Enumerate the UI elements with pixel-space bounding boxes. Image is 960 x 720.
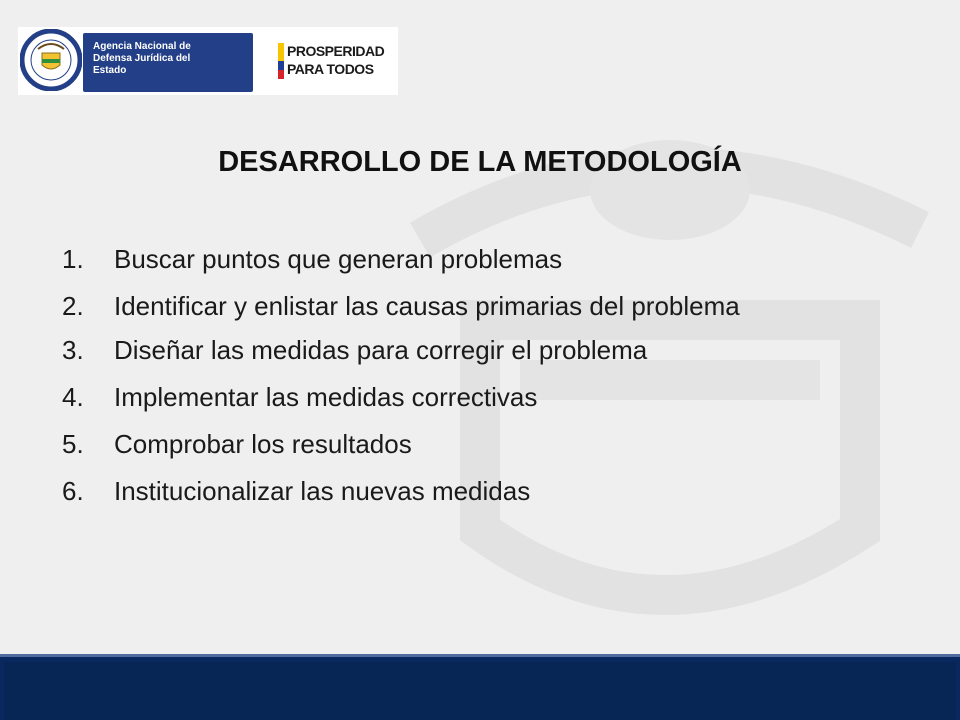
list-item-number: 6. [62, 476, 84, 506]
slide-title: DESARROLLO DE LA METODOLOGÍA [218, 146, 742, 178]
footer-bar-inner [4, 662, 956, 720]
list-item-text: Institucionalizar las nuevas medidas [114, 476, 531, 506]
flag-stripe-icon [278, 43, 284, 79]
list-item-text: Implementar las medidas correctivas [114, 382, 538, 412]
steps-list [62, 244, 902, 523]
list-item [62, 429, 902, 459]
brand-line-2: PARA TODOS [287, 61, 374, 77]
list-item [62, 476, 902, 506]
colombia-seal-icon [20, 29, 82, 91]
prosperidad-logo [278, 41, 388, 81]
list-item-number: 3. [62, 335, 84, 365]
list-item-number: 4. [62, 382, 84, 412]
agency-name-box [83, 33, 253, 92]
list-item-number: 2. [62, 291, 84, 321]
list-item-number: 1. [62, 244, 84, 274]
list-item-number: 5. [62, 429, 84, 459]
list-item-text: Comprobar los resultados [114, 429, 412, 459]
list-item [62, 335, 902, 365]
agency-line-1: Agencia Nacional de [93, 41, 191, 52]
agency-line-2: Defensa Jurídica del [93, 53, 191, 64]
list-item [62, 291, 902, 321]
logo-header [18, 27, 398, 95]
list-item-text: Buscar puntos que generan problemas [114, 244, 563, 274]
list-item [62, 244, 902, 274]
list-item-text: Diseñar las medidas para corregir el problema [114, 335, 648, 365]
agency-line-3: Estado [93, 65, 127, 76]
list-item-text: Identificar y enlistar las causas primarias del problema [114, 291, 740, 321]
brand-line-1: PROSPERIDAD [287, 43, 385, 59]
footer-bar [0, 654, 960, 720]
list-item [62, 382, 902, 412]
